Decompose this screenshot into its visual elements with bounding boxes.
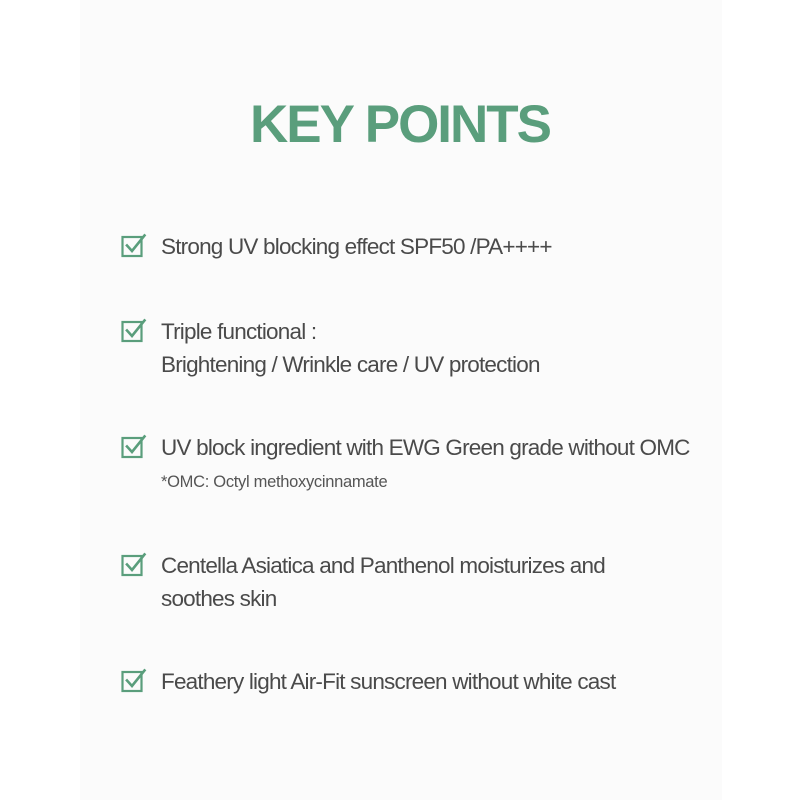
key-point-text — [161, 665, 751, 698]
checkbox-checked-icon — [121, 318, 147, 344]
checkbox-checked-icon — [121, 552, 147, 578]
key-point-line: Centella Asiatica and Panthenol moisturizes and — [161, 553, 605, 578]
checkbox-checked-icon — [121, 668, 147, 694]
key-point-text — [161, 549, 751, 615]
key-point-text — [161, 230, 751, 263]
checkbox-checked-icon — [121, 233, 147, 259]
key-point-line: Triple functional : — [161, 319, 317, 344]
key-point-text — [161, 315, 751, 381]
key-point-line: Feathery light Air-Fit sunscreen without white cast — [161, 669, 616, 694]
key-point-text — [161, 431, 751, 493]
key-point-line: Brightening / Wrinkle care / UV protection — [161, 352, 540, 377]
page-title: KEY POINTS — [249, 95, 551, 154]
key-point-line: UV block ingredient with EWG Green grade without OMC — [161, 435, 690, 460]
key-point-footnote: *OMC: Octyl methoxycinnamate — [161, 473, 388, 491]
checkbox-checked-icon — [121, 434, 147, 460]
key-point-line: Strong UV blocking effect SPF50 /PA++++ — [161, 234, 552, 259]
key-point-line: soothes skin — [161, 586, 277, 611]
